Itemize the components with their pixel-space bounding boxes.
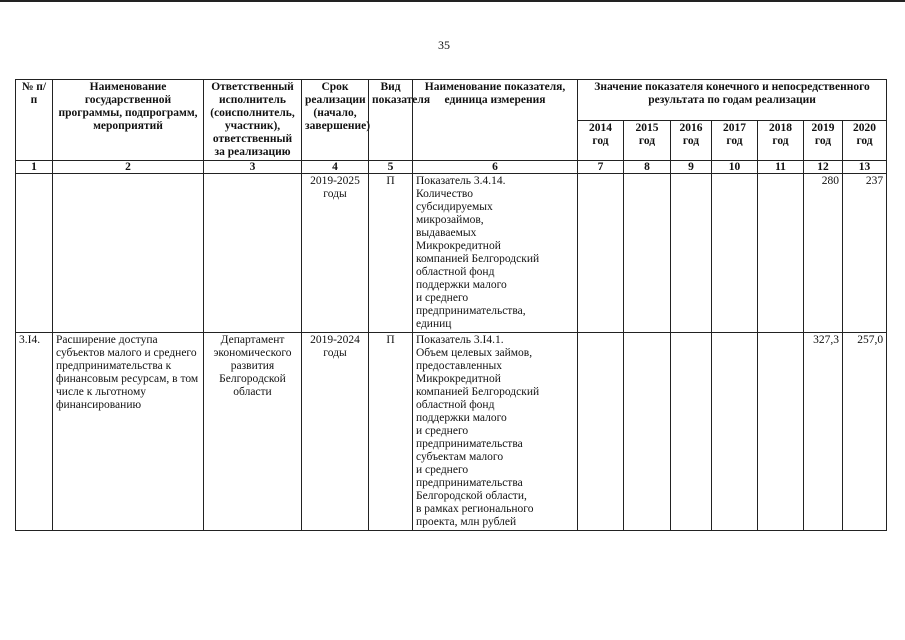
- row-value-2014: [578, 333, 624, 531]
- row-indicator-type: П: [369, 333, 413, 531]
- row-executor: [204, 174, 302, 333]
- top-border-line: [0, 0, 905, 2]
- page-number: 35: [438, 38, 450, 52]
- row-value-2019: 327,3: [804, 333, 843, 531]
- row-value-2014: [578, 174, 624, 333]
- row-value-2017: [712, 333, 758, 531]
- header-indicator-type: Вид показателя: [369, 80, 413, 161]
- row-period: 2019-2024 годы: [302, 333, 369, 531]
- row-no: [16, 174, 53, 333]
- row-value-2018: [758, 333, 804, 531]
- row-value-2017: [712, 174, 758, 333]
- row-indicator-type: П: [369, 174, 413, 333]
- header-year: 2019 год: [804, 120, 843, 161]
- header-year: 2017 год: [712, 120, 758, 161]
- row-value-2018: [758, 174, 804, 333]
- row-value-2019: 280: [804, 174, 843, 333]
- column-number: 13: [843, 161, 887, 174]
- column-number: 12: [804, 161, 843, 174]
- row-executor: Департамент экономического развития Белгородской области: [204, 333, 302, 531]
- header-executor: Ответственный исполнитель (соисполнитель, участник), ответственный за реализацию: [204, 80, 302, 161]
- row-program-name: [53, 174, 204, 333]
- row-program-name: Расширение доступа субъектов малого и среднего предпринимательства к финансовым ресурсам, в том числе к льготному финансированию: [53, 333, 204, 531]
- row-value-2020: 257,0: [843, 333, 887, 531]
- row-period: 2019-2025 годы: [302, 174, 369, 333]
- column-number: 4: [302, 161, 369, 174]
- column-number: 9: [671, 161, 712, 174]
- header-year: 2016 год: [671, 120, 712, 161]
- column-number: 2: [53, 161, 204, 174]
- header-year: 2018 год: [758, 120, 804, 161]
- column-number: 1: [16, 161, 53, 174]
- column-number: 10: [712, 161, 758, 174]
- header-no: № п/п: [16, 80, 53, 161]
- header-values-group: Значение показателя конечного и непосредственного результата по годам реализации: [578, 80, 887, 121]
- column-number: 5: [369, 161, 413, 174]
- row-value-2016: [671, 333, 712, 531]
- header-year: 2015 год: [624, 120, 671, 161]
- table-row: [16, 174, 887, 333]
- table-row: [16, 333, 887, 531]
- header-program-name: Наименование государственной программы, подпрограмм, мероприятий: [53, 80, 204, 161]
- column-number: 6: [413, 161, 578, 174]
- header-period: Срок реализации (начало, завершение): [302, 80, 369, 161]
- row-indicator-name: Показатель 3.I4.1. Объем целевых займов, предоставленных Микрокредитной компанией Белгородский областной фонд поддержки малого и среднего предпринимательства субъектам малого и среднего предпринимательства Белгородской области, в рамках регионального проекта, млн рублей: [413, 333, 578, 531]
- header-year: 2020 год: [843, 120, 887, 161]
- column-number: 11: [758, 161, 804, 174]
- header-year: 2014 год: [578, 120, 624, 161]
- row-indicator-name: Показатель 3.4.14. Количество субсидируемых микрозаймов, выдаваемых Микрокредитной компанией Белгородский областной фонд поддержки малого и среднего предпринимательства, единиц: [413, 174, 578, 333]
- row-value-2020: 237: [843, 174, 887, 333]
- header-indicator-name: Наименование показателя, единица измерения: [413, 80, 578, 161]
- column-number: 7: [578, 161, 624, 174]
- column-number: 3: [204, 161, 302, 174]
- indicators-table: [15, 79, 887, 531]
- column-number: 8: [624, 161, 671, 174]
- row-value-2015: [624, 333, 671, 531]
- row-no: 3.I4.: [16, 333, 53, 531]
- row-value-2015: [624, 174, 671, 333]
- row-value-2016: [671, 174, 712, 333]
